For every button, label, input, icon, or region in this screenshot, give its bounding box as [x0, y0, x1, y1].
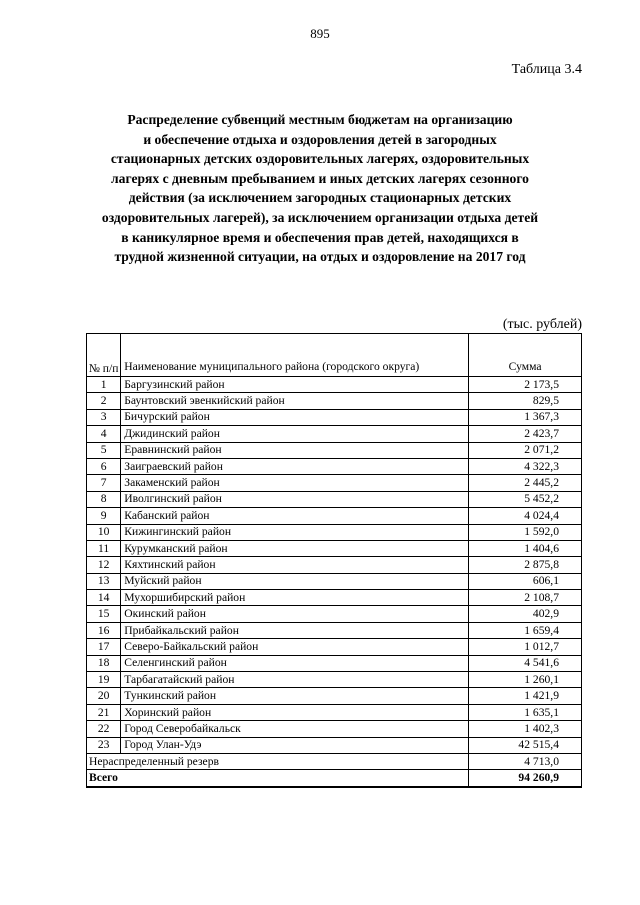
row-sum: 2 875,8 [469, 557, 582, 573]
row-number: 16 [87, 622, 121, 638]
title-line: трудной жизненной ситуации, на отдых и оздоровление на 2017 год [114, 249, 526, 265]
table-row [87, 721, 582, 737]
row-number: 13 [87, 573, 121, 589]
row-number: 7 [87, 475, 121, 491]
row-name: Город Северобайкальск [121, 721, 469, 737]
header-number: № п/п [87, 334, 121, 377]
row-name: Тарбагатайский район [121, 672, 469, 688]
row-number: 20 [87, 688, 121, 704]
row-number: 9 [87, 508, 121, 524]
row-name: Джидинский район [121, 426, 469, 442]
table-row [87, 393, 582, 409]
row-sum: 1 260,1 [469, 672, 582, 688]
reserve-label: Нераспределенный резерв [87, 753, 469, 769]
table-row [87, 622, 582, 638]
total-sum: 94 260,9 [469, 770, 582, 787]
table-row [87, 737, 582, 753]
row-number: 5 [87, 442, 121, 458]
table-title [70, 110, 570, 267]
row-number: 14 [87, 590, 121, 606]
table-row [87, 639, 582, 655]
table-row [87, 540, 582, 556]
title-line: стационарных детских оздоровительных лагерях, оздоровительных [110, 151, 530, 167]
row-number: 19 [87, 672, 121, 688]
row-sum: 1 012,7 [469, 639, 582, 655]
row-number: 3 [87, 409, 121, 425]
table-label: Таблица 3.4 [511, 62, 582, 77]
row-sum: 1 592,0 [469, 524, 582, 540]
row-name: Кяхтинский район [121, 557, 469, 573]
row-number: 12 [87, 557, 121, 573]
row-name: Тункинский район [121, 688, 469, 704]
total-label: Всего [87, 770, 469, 787]
header-sum: Сумма [469, 334, 582, 377]
row-number: 17 [87, 639, 121, 655]
page-number: 895 [310, 26, 330, 41]
table-row [87, 590, 582, 606]
row-name: Иволгинский район [121, 491, 469, 507]
reserve-sum: 4 713,0 [469, 753, 582, 769]
table-row [87, 655, 582, 671]
row-sum: 42 515,4 [469, 737, 582, 753]
row-number: 18 [87, 655, 121, 671]
row-name: Заиграевский район [121, 458, 469, 474]
row-number: 15 [87, 606, 121, 622]
row-number: 23 [87, 737, 121, 753]
row-name: Еравнинский район [121, 442, 469, 458]
table-row [87, 491, 582, 507]
row-name: Кабанский район [121, 508, 469, 524]
row-sum: 4 322,3 [469, 458, 582, 474]
row-sum: 4 541,6 [469, 655, 582, 671]
row-sum: 4 024,4 [469, 508, 582, 524]
row-sum: 402,9 [469, 606, 582, 622]
table-row [87, 458, 582, 474]
table-row [87, 475, 582, 491]
row-name: Закаменский район [121, 475, 469, 491]
row-number: 4 [87, 426, 121, 442]
row-name: Мухоршибирский район [121, 590, 469, 606]
table-row [87, 524, 582, 540]
row-sum: 829,5 [469, 393, 582, 409]
row-sum: 2 071,2 [469, 442, 582, 458]
subvention-table [86, 333, 582, 788]
title-line: действия (за исключением загородных стационарных детских [128, 190, 512, 206]
table-header-row [87, 334, 582, 377]
row-name: Баунтовский эвенкийский район [121, 393, 469, 409]
row-name: Бичурский район [121, 409, 469, 425]
row-name: Курумканский район [121, 540, 469, 556]
row-sum: 2 423,7 [469, 426, 582, 442]
table-row [87, 557, 582, 573]
row-number: 21 [87, 704, 121, 720]
row-sum: 606,1 [469, 573, 582, 589]
table-row [87, 606, 582, 622]
row-name: Муйский район [121, 573, 469, 589]
table-row [87, 704, 582, 720]
row-number: 11 [87, 540, 121, 556]
row-sum: 2 108,7 [469, 590, 582, 606]
row-sum: 1 635,1 [469, 704, 582, 720]
title-line: лагерях с дневным пребыванием и иных детских лагерях сезонного [111, 170, 529, 186]
header-name: Наименование муниципального района (городского округа) [121, 334, 469, 377]
row-number: 8 [87, 491, 121, 507]
row-sum: 2 445,2 [469, 475, 582, 491]
row-number: 2 [87, 393, 121, 409]
table-row [87, 508, 582, 524]
row-name: Селенгинский район [121, 655, 469, 671]
row-name: Северо-Байкальский район [121, 639, 469, 655]
row-sum: 1 402,3 [469, 721, 582, 737]
table-row [87, 409, 582, 425]
row-name: Окинский район [121, 606, 469, 622]
row-sum: 1 367,3 [469, 409, 582, 425]
row-name: Баргузинский район [121, 377, 469, 393]
title-line: оздоровительных лагерей), за исключением организации отдыха детей [101, 209, 539, 225]
row-name: Кижингинский район [121, 524, 469, 540]
units-label: (тыс. рублей) [502, 317, 582, 332]
row-sum: 1 404,6 [469, 540, 582, 556]
table-row [87, 573, 582, 589]
row-sum: 1 659,4 [469, 622, 582, 638]
title-line: и обеспечение отдыха и оздоровления детей в загородных [143, 131, 497, 147]
row-name: Прибайкальский район [121, 622, 469, 638]
table-row [87, 426, 582, 442]
row-sum: 1 421,9 [469, 688, 582, 704]
row-number: 6 [87, 458, 121, 474]
table-row [87, 377, 582, 393]
row-number: 1 [87, 377, 121, 393]
table-row [87, 688, 582, 704]
table-row [87, 672, 582, 688]
table-row [87, 442, 582, 458]
title-line: в каникулярное время и обеспечения прав детей, находящихся в [121, 229, 519, 245]
total-row [87, 770, 582, 787]
table-body [87, 334, 582, 787]
reserve-row [87, 753, 582, 769]
row-name: Город Улан-Удэ [121, 737, 469, 753]
row-sum: 5 452,2 [469, 491, 582, 507]
row-sum: 2 173,5 [469, 377, 582, 393]
row-number: 22 [87, 721, 121, 737]
row-number: 10 [87, 524, 121, 540]
title-line: Распределение субвенций местным бюджетам на организацию [127, 112, 513, 127]
row-name: Хоринский район [121, 704, 469, 720]
